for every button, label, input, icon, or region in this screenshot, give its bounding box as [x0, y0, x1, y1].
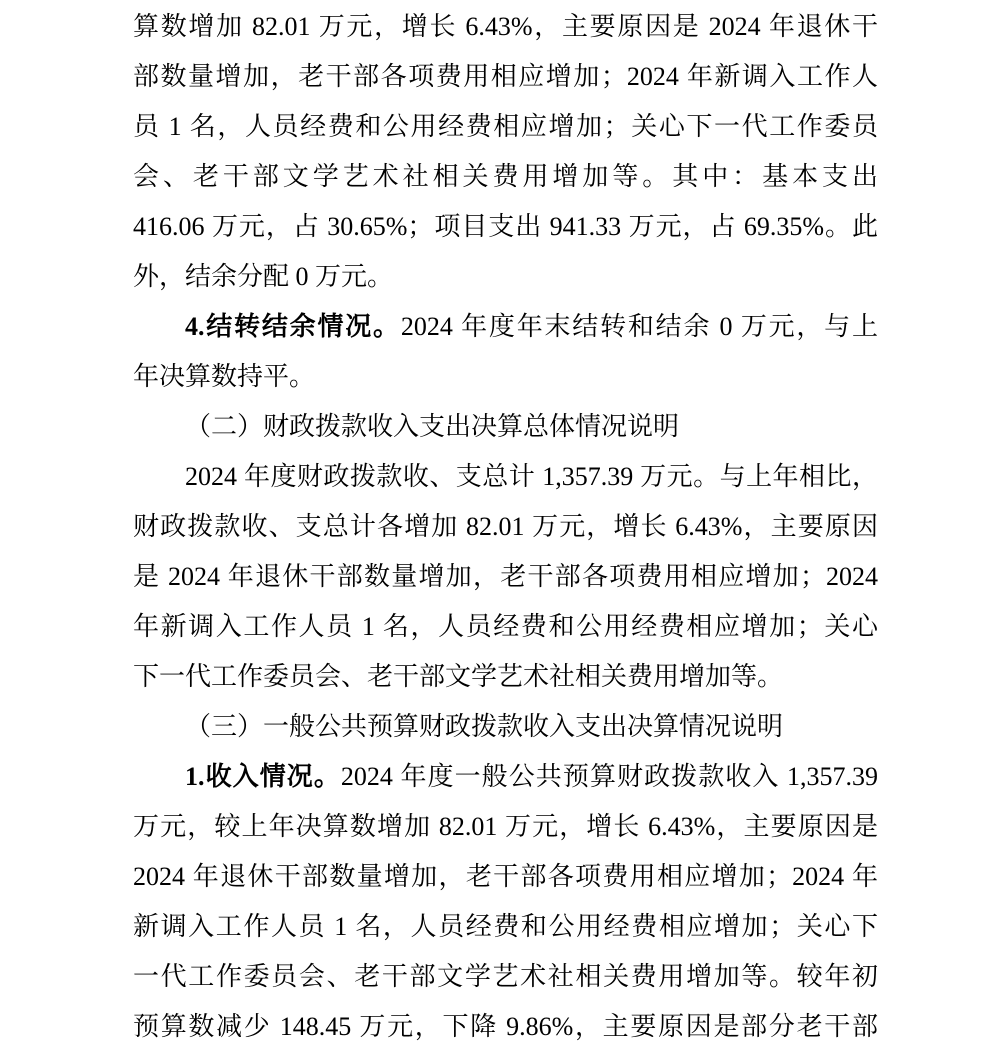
- body-line: 2024 年度财政拨款收、支总计 1,357.39 万元。与上年相比，: [185, 462, 878, 491]
- body-line: 416.06 万元，占 30.65%；项目支出 941.33 万元，占 69.35%。此: [133, 212, 878, 241]
- item-1-label: 1.收入情况。: [185, 762, 341, 791]
- body-line: 预算数减少 148.45 万元，下降 9.86%，主要原因是部分老干部: [133, 1012, 878, 1041]
- body-line: 员 1 名，人员经费和公用经费相应增加；关心下一代工作委员: [133, 112, 878, 141]
- body-line-paragraph-end: 年决算数持平。: [133, 362, 316, 391]
- document-text-block: [133, 2, 878, 1052]
- body-line-paragraph-end: 下一代工作委员会、老干部文学艺术社相关费用增加等。: [133, 662, 784, 691]
- body-line-paragraph-end: 外，结余分配 0 万元。: [133, 262, 394, 291]
- item-1-text: 2024 年度一般公共预算财政拨款收入 1,357.39: [340, 762, 878, 791]
- body-line: 新调入工作人员 1 名，人员经费和公用经费相应增加；关心下: [133, 912, 878, 941]
- item-4-text: 2024 年度年末结转和结余 0 万元，与上: [400, 312, 878, 341]
- section-heading-3: （三）一般公共预算财政拨款收入支出决算情况说明: [185, 712, 784, 741]
- body-line-item-4: [133, 302, 878, 352]
- body-line: 会、老干部文学艺术社相关费用增加等。其中：基本支出: [133, 162, 878, 191]
- item-4-label: 4.结转结余情况。: [185, 312, 401, 341]
- body-line: 一代工作委员会、老干部文学艺术社相关费用增加等。较年初: [133, 962, 878, 991]
- body-line: 2024 年退休干部数量增加，老干部各项费用相应增加；2024 年: [133, 862, 878, 891]
- body-line: 算数增加 82.01 万元，增长 6.43%，主要原因是 2024 年退休干: [133, 12, 878, 41]
- body-line: 部数量增加，老干部各项费用相应增加；2024 年新调入工作人: [133, 62, 878, 91]
- body-line: 财政拨款收、支总计各增加 82.01 万元，增长 6.43%，主要原因: [133, 512, 878, 541]
- body-line: 是 2024 年退休干部数量增加，老干部各项费用相应增加；2024: [133, 562, 878, 591]
- body-line: 万元，较上年决算数增加 82.01 万元，增长 6.43%，主要原因是: [133, 812, 878, 841]
- section-heading-2: （二）财政拨款收入支出决算总体情况说明: [185, 412, 680, 441]
- body-line: 年新调入工作人员 1 名，人员经费和公用经费相应增加；关心: [133, 612, 878, 641]
- body-line-item-1: [133, 752, 878, 802]
